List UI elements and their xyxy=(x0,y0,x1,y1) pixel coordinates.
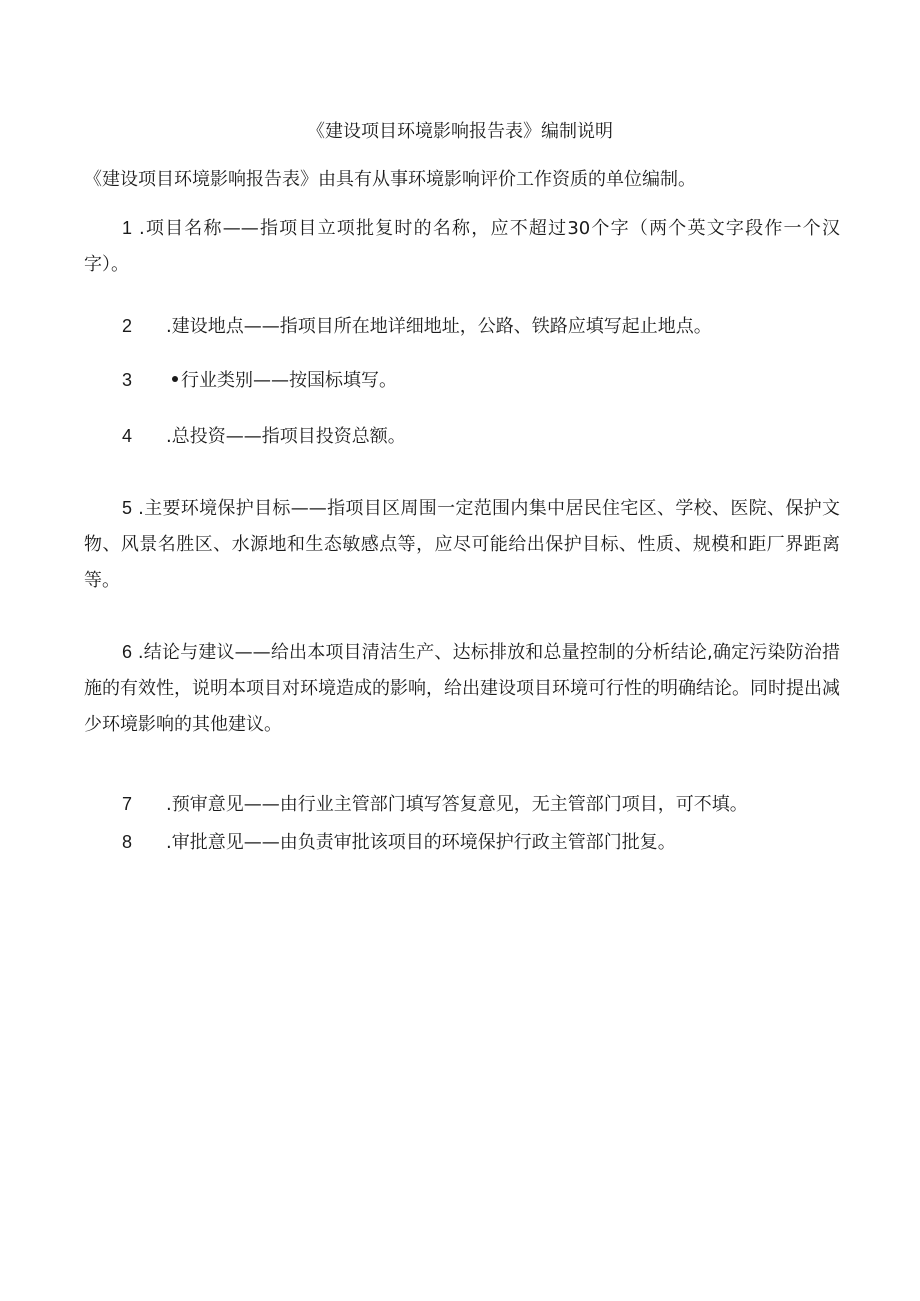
item-1-number: 1 xyxy=(122,218,133,238)
item-3 xyxy=(84,362,840,399)
item-2-number: 2 xyxy=(122,316,133,336)
item-6-number: 6 xyxy=(122,642,133,662)
document-title: 《建设项目环境影响报告表》编制说明 xyxy=(307,121,613,142)
item-7 xyxy=(84,786,840,823)
item-7-text: .预审意见——由行业主管部门填写答复意见，无主管部门项目，可不填。 xyxy=(166,794,748,815)
item-8 xyxy=(84,824,840,861)
item-6-text: .结论与建议——给出本项目清洁生产、达标排放和总量控制的分析结论,确定污染防治措施的有效性，说明本项目对环境造成的影响，给出建设项目环境可行性的明确结论。同时提出减少环境影响的其他建议。 xyxy=(84,642,840,735)
item-6 xyxy=(84,634,840,743)
intro-paragraph: 《建设项目环境影响报告表》由具有从事环境影响评价工作资质的单位编制。 xyxy=(84,169,696,190)
item-1 xyxy=(84,210,840,283)
item-3-text: 行业类别——按国标填写。 xyxy=(181,370,397,391)
item-4-number: 4 xyxy=(122,426,133,446)
item-5-number: 5 xyxy=(122,498,133,518)
item-1-text: .项目名称——指项目立项批复时的名称，应不超过30个字（两个英文字段作一个汉字）。 xyxy=(84,218,840,275)
bullet-dot-icon xyxy=(172,376,178,382)
item-7-number: 7 xyxy=(122,794,133,814)
item-5-text: .主要环境保护目标——指项目区周围一定范围内集中居民住宅区、学校、医院、保护文物、风景名胜区、水源地和生态敏感点等，应尽可能给出保护目标、性质、规模和距厂界距离等。 xyxy=(84,498,840,591)
item-2 xyxy=(84,308,840,345)
item-2-text: .建设地点——指项目所在地详细地址，公路、铁路应填写起止地点。 xyxy=(166,316,712,337)
item-3-number: 3 xyxy=(122,370,133,390)
item-4-text: .总投资——指项目投资总额。 xyxy=(166,426,406,447)
item-5 xyxy=(84,490,840,599)
item-8-text: .审批意见——由负责审批该项目的环境保护行政主管部门批复。 xyxy=(166,832,676,853)
item-8-number: 8 xyxy=(122,832,133,852)
item-4 xyxy=(84,418,840,455)
